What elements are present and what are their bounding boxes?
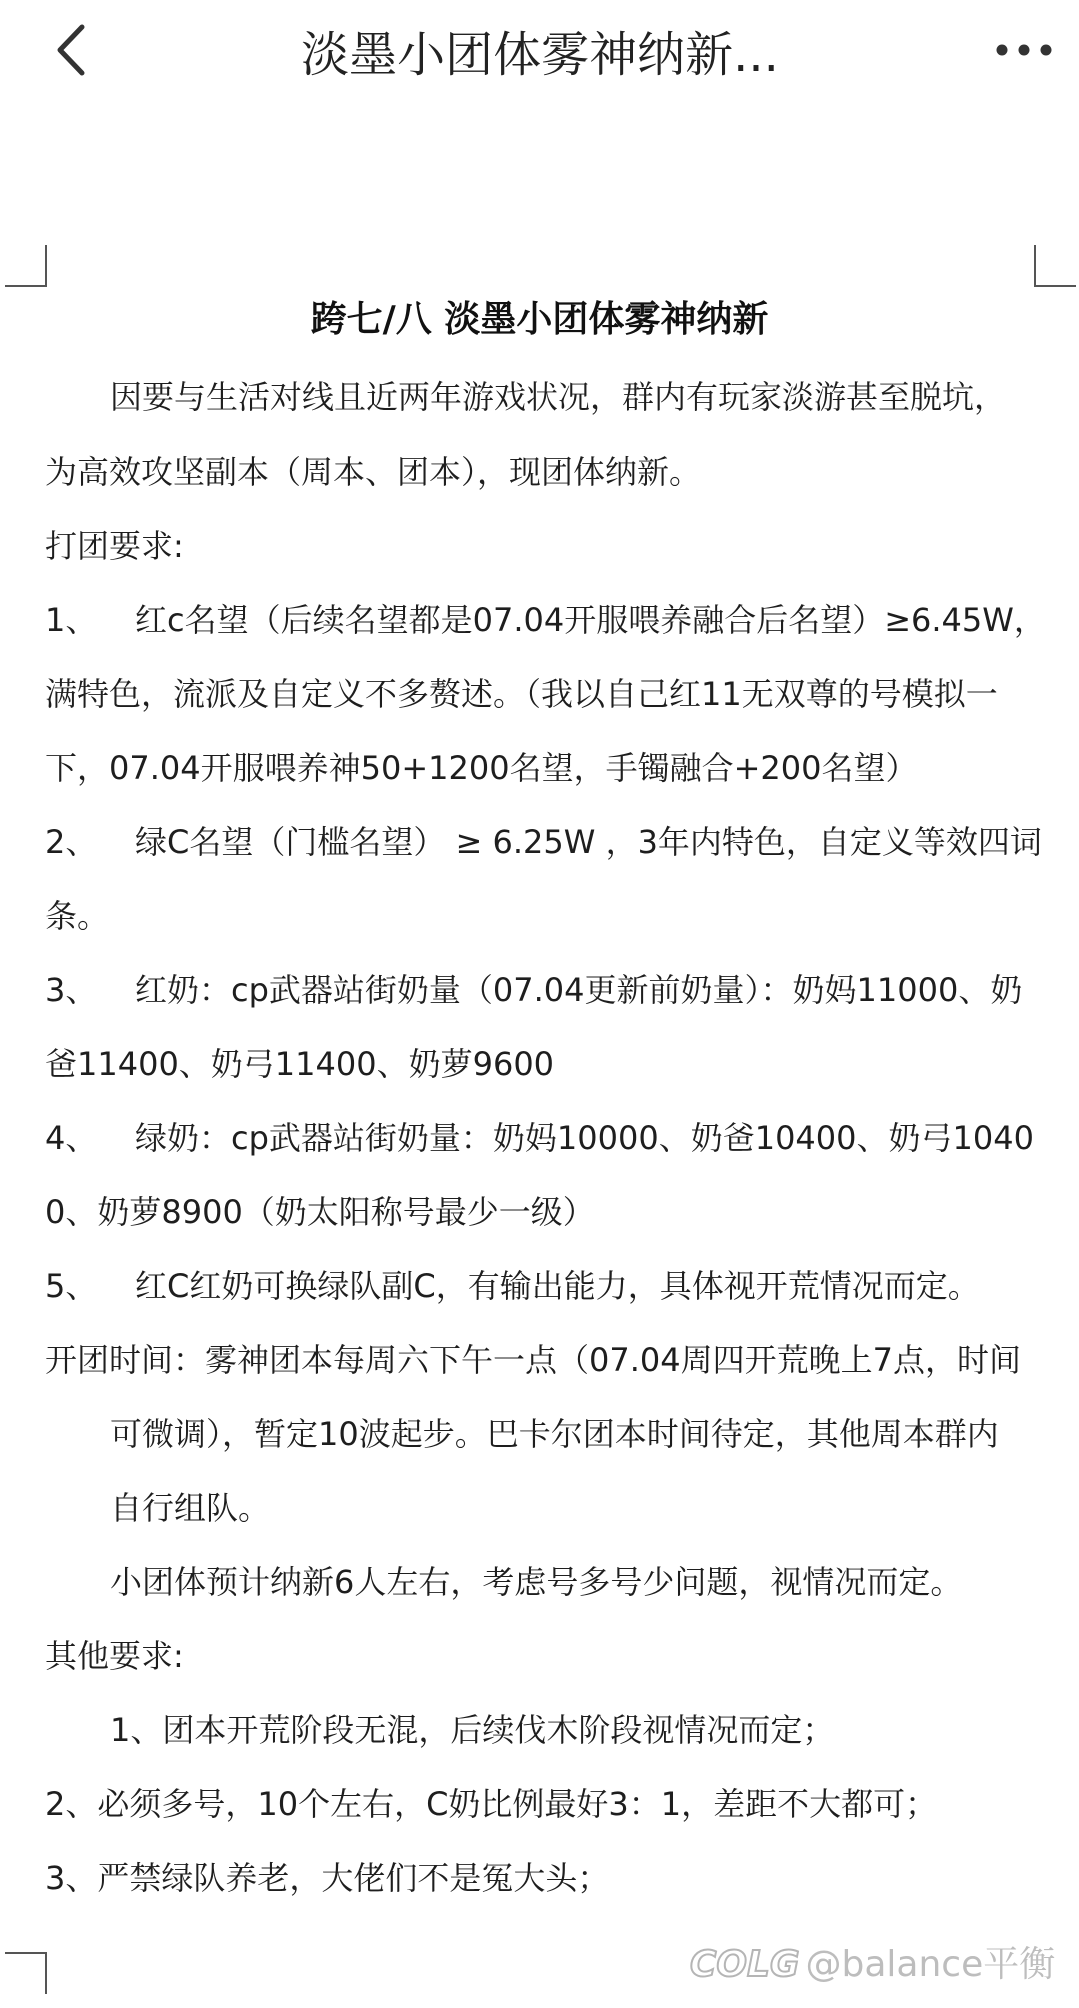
list-item-text: 绿奶：cp武器站街奶量：奶妈10000、奶爸10400、奶弓1040 (135, 1119, 1034, 1157)
paragraph-line: 开团时间：雾神团本每周六下午一点（07.04周四开荒晚上7点，时间 (45, 1341, 1021, 1379)
paragraph-line: 下，07.04开服喂养神50+1200名望，手镯融合+200名望） (45, 749, 918, 787)
list-number: 2、 (45, 823, 98, 861)
more-dots-icon (990, 25, 1060, 75)
top-bar (0, 0, 1079, 110)
section-heading: 打团要求: (45, 527, 184, 565)
watermark-text: @balance平衡 (805, 1944, 1056, 1985)
paragraph-line: 可微调），暂定10波起步。巴卡尔团本时间待定，其他周本群内 (110, 1415, 999, 1453)
page-corner-mark (1034, 245, 1076, 287)
paragraph-line: 3、严禁绿队养老，大佬们不是冤大头； (45, 1859, 610, 1897)
list-number: 1、 (45, 601, 98, 639)
list-item-text: 红奶：cp武器站街奶量（07.04更新前奶量）：奶妈11000、奶 (135, 971, 1023, 1009)
list-number: 5、 (45, 1267, 98, 1305)
list-number: 3、 (45, 971, 98, 1009)
paragraph-line: 自行组队。 (110, 1489, 271, 1527)
list-item-text: 红c名望（后续名望都是07.04开服喂养融合后名望）≥6.45W， (135, 601, 1046, 639)
more-button[interactable] (990, 25, 1060, 75)
paragraph-line: 因要与生活对线且近两年游戏状况，群内有玩家淡游甚至脱坑， (110, 378, 1007, 416)
list-item (45, 1262, 980, 1310)
page-corner-mark (5, 245, 47, 287)
paragraph-line: 为高效攻坚副本（周本、团本），现团体纳新。 (45, 453, 702, 491)
paragraph-line: 0、奶萝8900（奶太阳称号最少一级） (45, 1193, 595, 1231)
paragraph-line: 满特色，流派及自定义不多赘述。（我以自己红11无双尊的号模拟一 (45, 675, 998, 713)
page-title: 淡墨小团体雾神纳新... (301, 27, 779, 83)
paragraph-line: 小团体预计纳新6人左右，考虑号多号少问题，视情况而定。 (110, 1563, 963, 1601)
list-number: 4、 (45, 1119, 98, 1157)
colg-logo: COLG (690, 1944, 800, 1985)
list-item (45, 966, 1022, 1014)
paragraph-line: 爸11400、奶弓11400、奶萝9600 (45, 1045, 555, 1083)
list-item-text: 绿C名望（门槛名望） ≥ 6.25W ，3年内特色，自定义等效四词 (135, 823, 1042, 861)
document-title: 跨七/八 淡墨小团体雾神纳新 (310, 299, 769, 340)
page-corner-mark (5, 1952, 47, 1994)
watermark (690, 1935, 1055, 1995)
list-item (45, 1114, 1034, 1162)
section-heading: 其他要求: (45, 1637, 184, 1675)
paragraph-line: 2、必须多号，10个左右，C奶比例最好3：1，差距不大都可； (45, 1785, 938, 1823)
list-item-text: 红C红奶可换绿队副C，有输出能力，具体视开荒情况而定。 (135, 1267, 980, 1305)
list-item (45, 818, 1042, 866)
document-page[interactable] (0, 110, 1079, 2008)
paragraph-line: 条。 (45, 897, 110, 935)
back-button[interactable] (40, 15, 110, 85)
list-item (45, 596, 1046, 644)
back-arrow-icon (40, 15, 110, 85)
paragraph-line: 1、团本开荒阶段无混，后续伐木阶段视情况而定； (110, 1711, 835, 1749)
